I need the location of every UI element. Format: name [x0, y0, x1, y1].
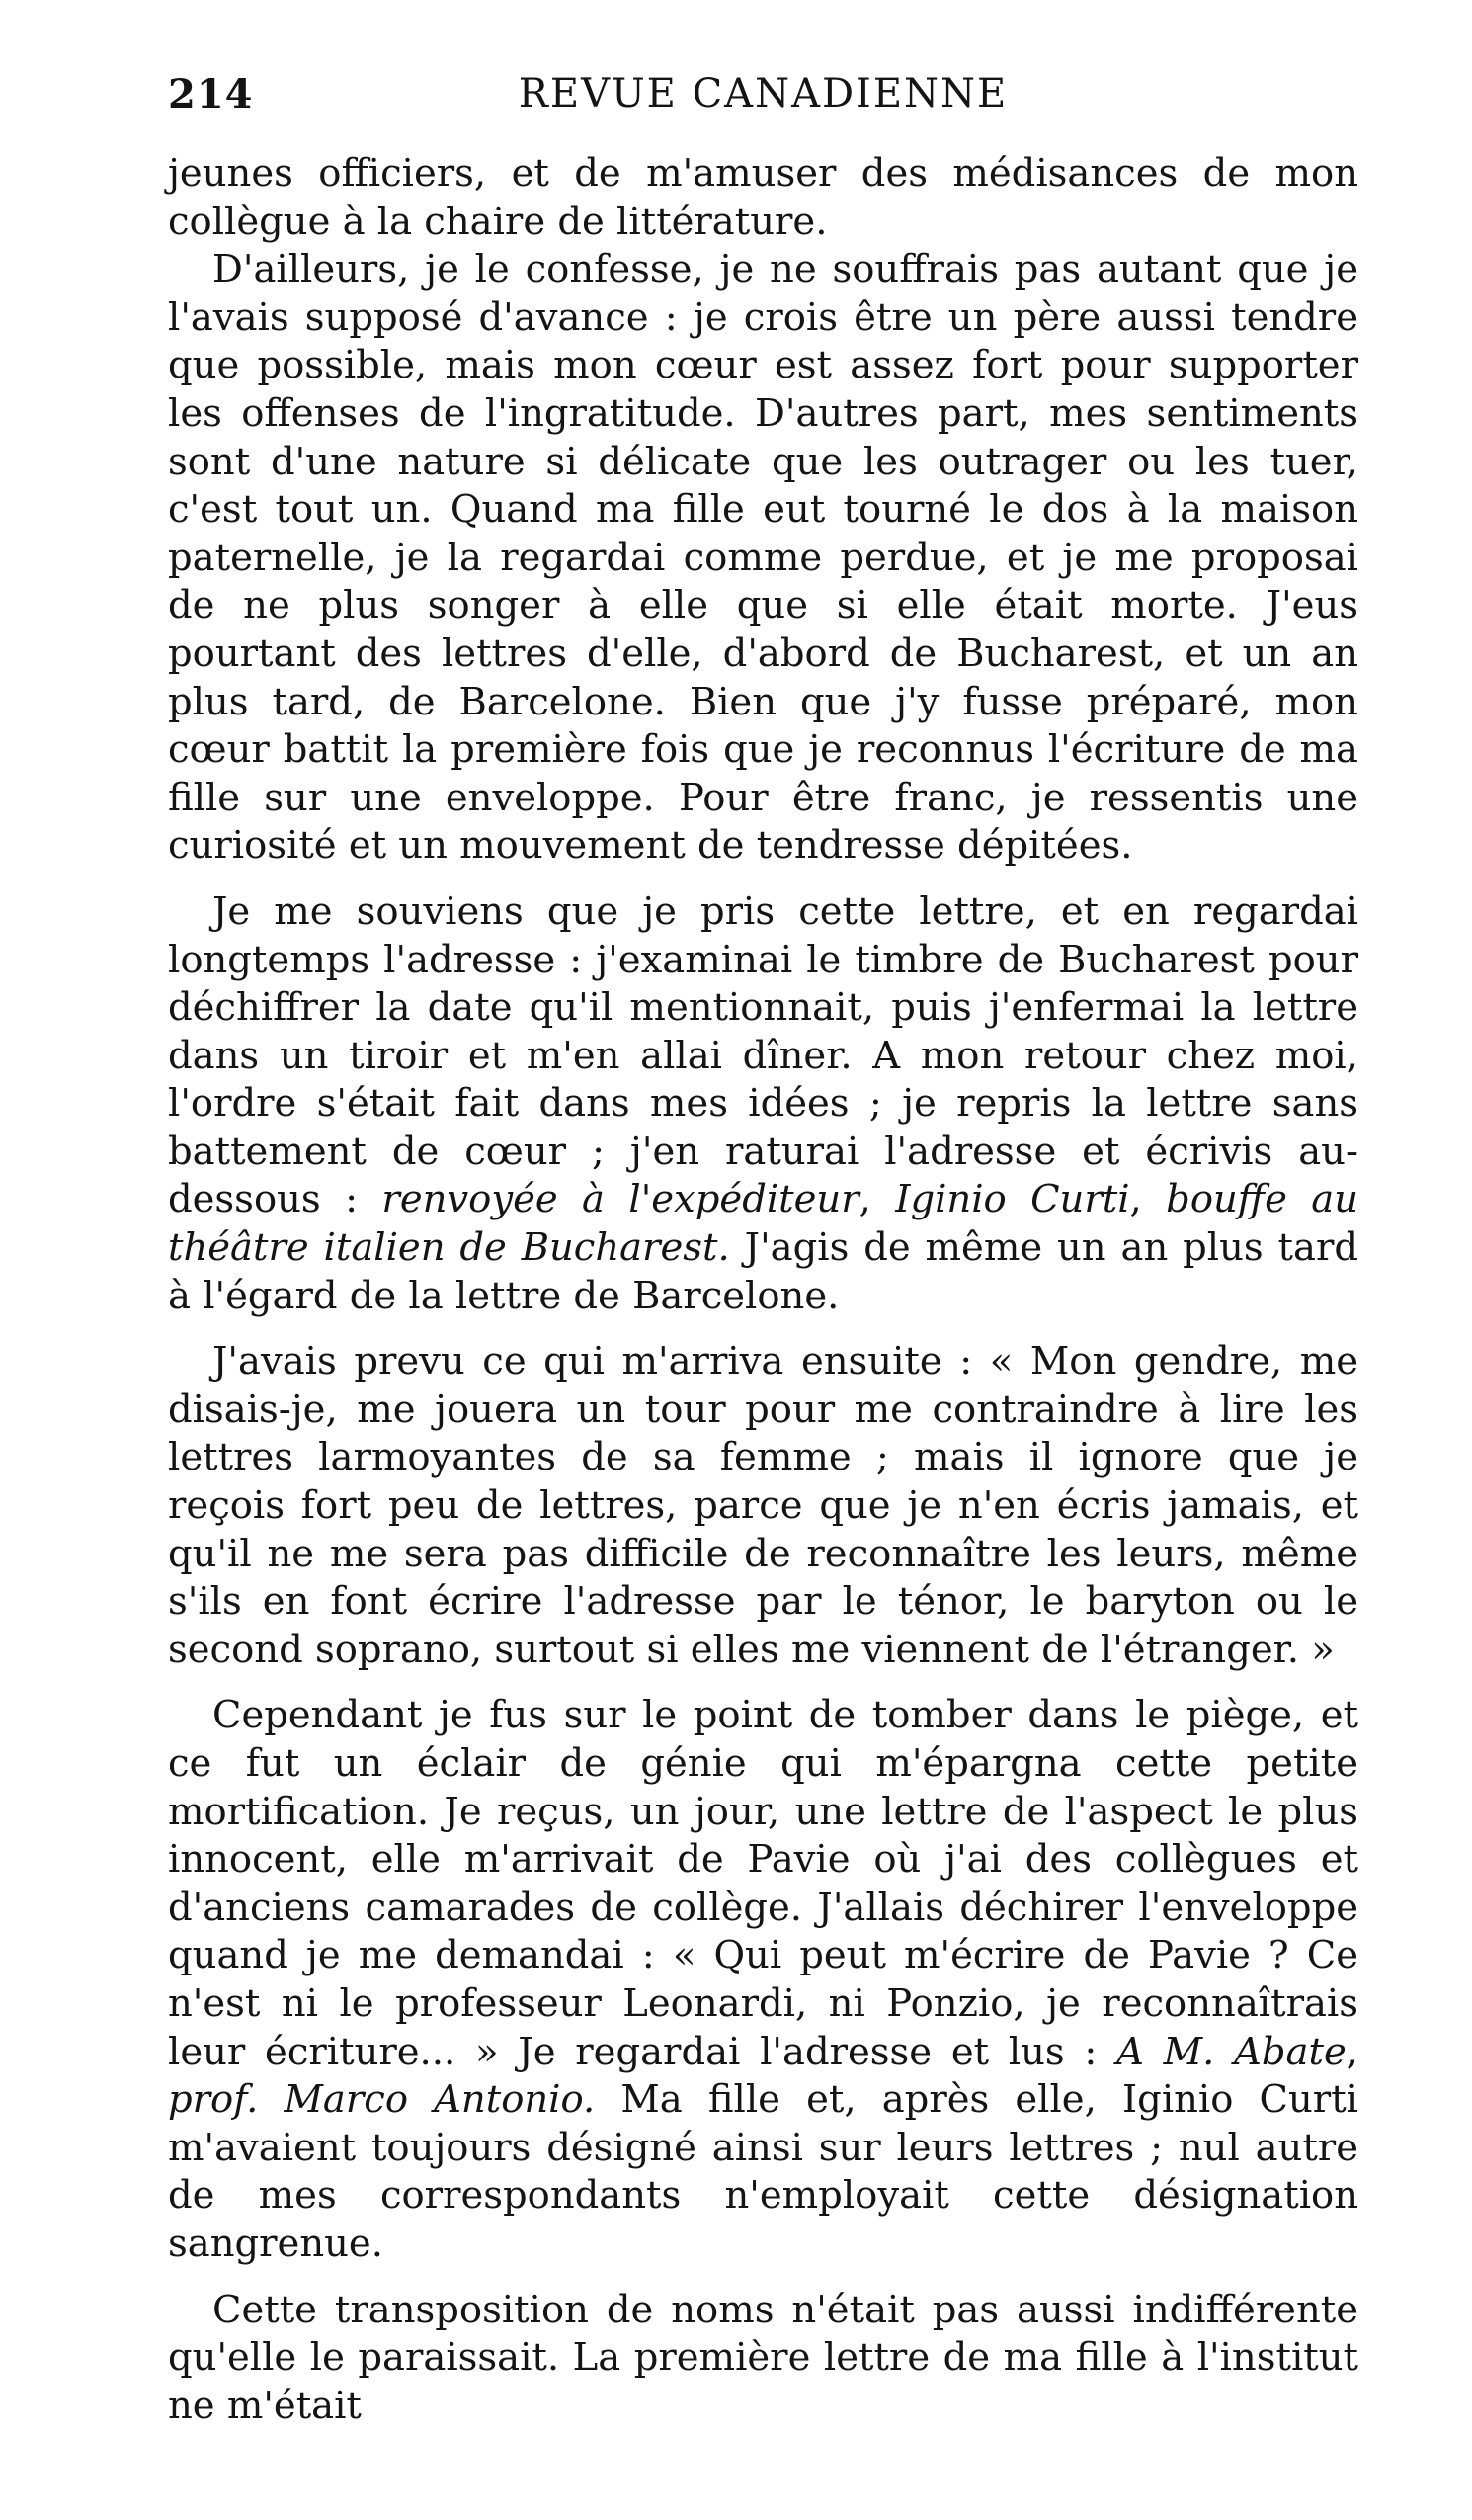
- italic-phrase: prof. Marco Antonio.: [168, 2077, 596, 2123]
- paragraph-text: Je me souviens que je pris cette lettre, et en regardai longtemps l'adresse : j'examinai le timbre de Bucharest pour déchiffrer la date qu'il mentionnait, puis j'enfermai la lettre dans un tiroir et m'en allai dîner. A mon retour chez moi, l'ordre s'était fait dans mes idées ; je repris la lettre sans battement de cœur ; j'en raturai l'adresse et écrivis au-dessous :: [168, 888, 1358, 1222]
- italic-phrase: renvoyée à l'expéditeur: [381, 1177, 859, 1222]
- italic-phrase: A M. Abate: [1116, 2029, 1347, 2074]
- paragraph-son-in-law: [168, 1338, 1358, 1674]
- paragraph-confession: [168, 246, 1358, 871]
- italic-phrase: Iginio Curti: [895, 1177, 1130, 1222]
- paragraph-text: jeunes officiers, et de m'amuser des médisances de mon collègue à la chaire de littérature.: [168, 151, 1358, 244]
- paragraph-text: ,: [1129, 1177, 1167, 1222]
- paragraph-bucharest-letter: [168, 888, 1358, 1320]
- paragraph-text: J'avais prevu ce qui m'arriva ensuite : « Mon gendre, me disais-je, me jouera un tour pour me contraindre à lire les lettres larmoyantes de sa femme ; mais il ignore que je reçois fort peu de lettres, parce que je n'en écris jamais, et qu'il ne me sera pas difficile de reconnaître les leurs, même s'ils en font écrire l'adresse par le ténor, le baryton ou le second soprano, surtout si elles me viennent de l'étranger. »: [168, 1339, 1358, 1672]
- paragraph-text: Ma fille et, après elle, Iginio Curti m'avaient toujours désigné ainsi sur leurs lettres ; nul autre de mes correspondants n'employait cette désignation sangrenue.: [168, 2077, 1358, 2266]
- page-body: [168, 150, 1358, 2430]
- italic-phrase: bouffe au théâtre italien de Bucharest.: [168, 1177, 1358, 1271]
- paragraph-text: Cette transposition de noms n'était pas aussi indifférente qu'elle le paraissait. La première lettre de ma fille à l'institut ne m'était: [168, 2287, 1358, 2428]
- paragraph-transposition: [168, 2287, 1358, 2431]
- paragraph-pavie-letter: [168, 1692, 1358, 2268]
- page-header: [168, 71, 1358, 130]
- paragraph-continued: [168, 150, 1358, 246]
- running-title: REVUE CANADIENNE: [518, 71, 1009, 117]
- paragraph-text: ,: [1346, 2029, 1358, 2074]
- page-number: 214: [168, 71, 254, 118]
- paragraph-text: Cependant je fus sur le point de tomber dans le piège, et ce fut un éclair de génie qui m'épargna cette petite mortification. Je reçus, un jour, une lettre de l'aspect le plus innocent, elle m'arrivait de Pavie où j'ai des collègues et d'anciens camarades de collège. J'allais déchirer l'enveloppe quand je me demandai : « Qui peut m'écrire de Pavie ? Ce n'est ni le professeur Leonardi, ni Ponzio, je reconnaîtrais leur écriture... » Je regardai l'adresse et lus :: [168, 1693, 1358, 2074]
- paragraph-text: J'agis de même un an plus tard à l'égard de la lettre de Barcelone.: [168, 1225, 1358, 1318]
- paragraph-text: ,: [859, 1177, 896, 1222]
- paragraph-text: D'ailleurs, je le confesse, je ne souffrais pas autant que je l'avais supposé d'avance : je crois être un père aussi tendre que possible, mais mon cœur est assez fort pour supporter les offenses de l'ingratitude. D'autres part, mes sentiments sont d'une nature si délicate que les outrager ou les tuer, c'est tout un. Quand ma fille eut tourné le dos à la maison paternelle, je la regardai comme perdue, et je me proposai de ne plus songer à elle que si elle était morte. J'eus pourtant des lettres d'elle, d'abord de Bucharest, et un an plus tard, de Barcelone. Bien que j'y fusse préparé, mon cœur battit la première fois que je reconnus l'écriture de ma fille sur une enveloppe. Pour être franc, je ressentis une curiosité et un mouvement de tendresse dépitées.: [168, 247, 1358, 869]
